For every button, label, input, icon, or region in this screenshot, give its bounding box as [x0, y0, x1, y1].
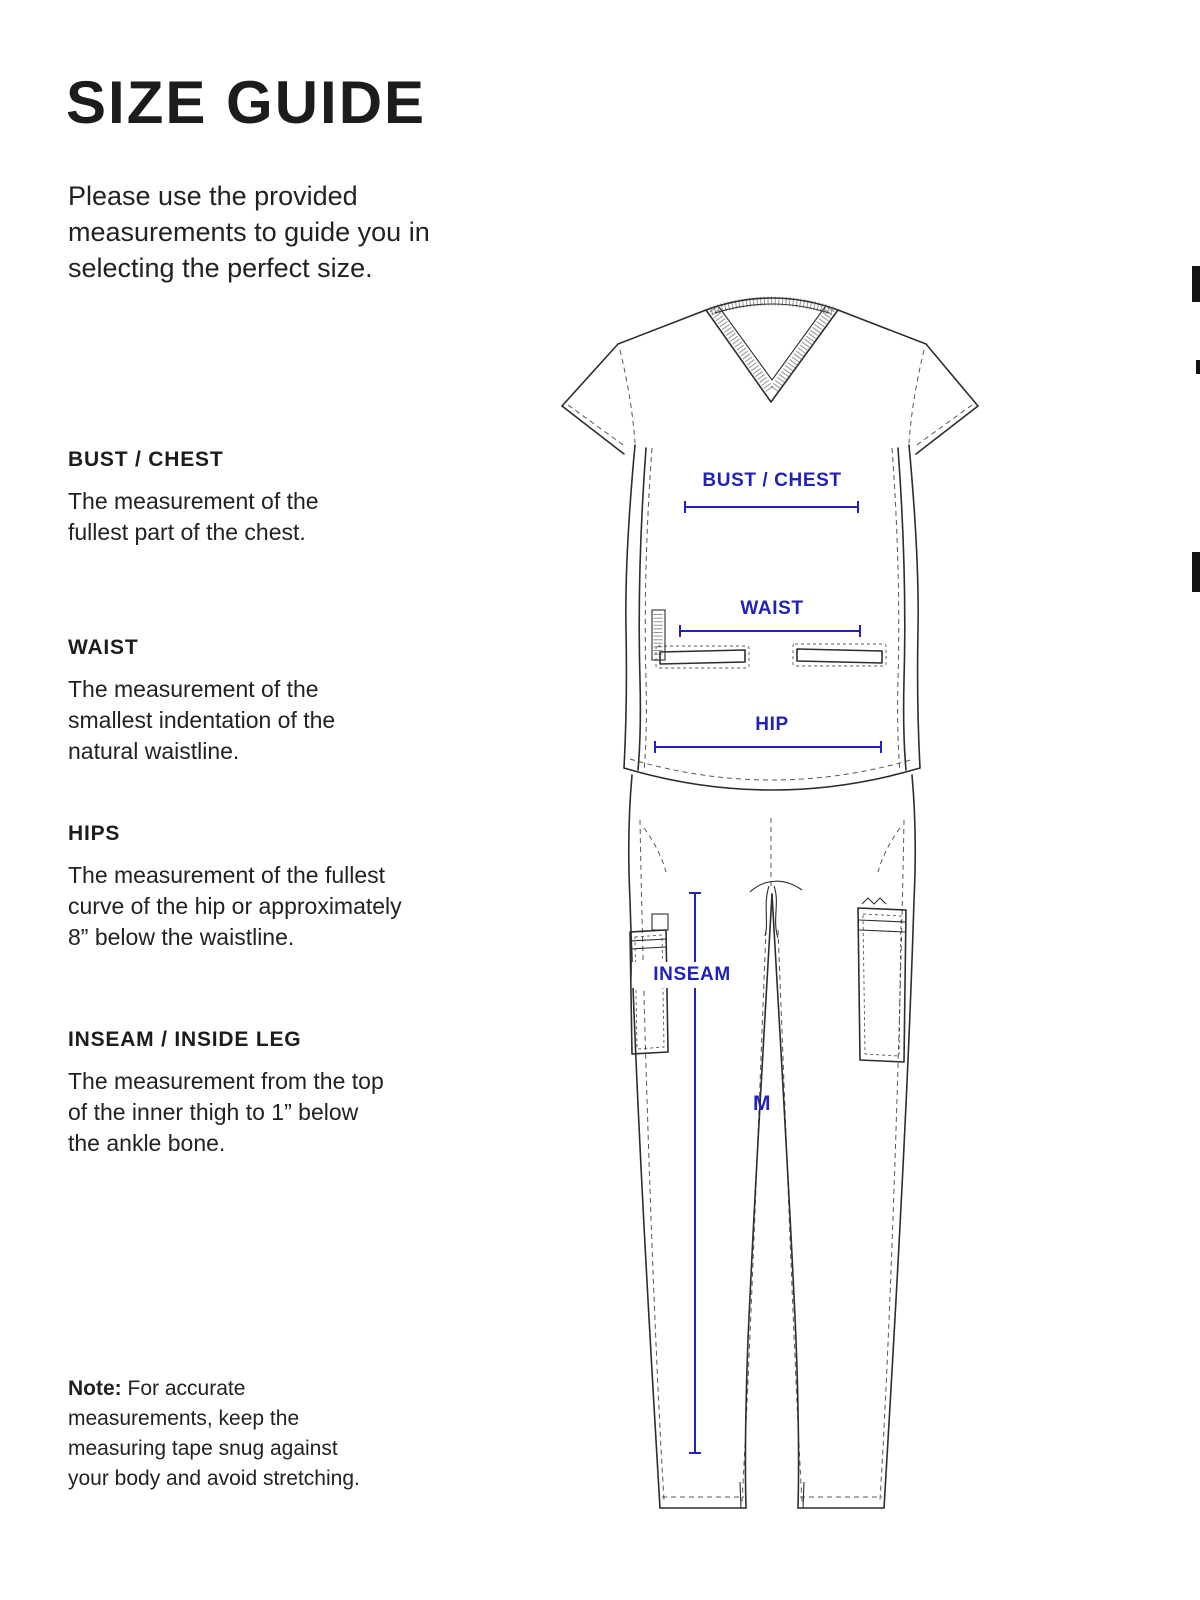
- section-bust-chest: [68, 448, 528, 548]
- edge-artifact: [1192, 552, 1200, 592]
- note-line: your body and avoid stretching.: [68, 1467, 360, 1490]
- intro-paragraph: [68, 178, 528, 286]
- waist-measure-label: WAIST: [740, 598, 804, 619]
- garment-diagram: [540, 280, 1000, 1520]
- intro-line: Please use the provided: [68, 181, 358, 211]
- section-body: The measurement from the top of the inner thigh to 1” below the ankle bone.: [68, 1068, 384, 1156]
- note-line: measurements, keep the: [68, 1407, 300, 1430]
- bust-measure-line: [685, 501, 858, 513]
- garment-illustration: [540, 280, 1000, 1520]
- section-heading: WAIST: [68, 636, 139, 659]
- section-inseam: [68, 1028, 528, 1159]
- section-body: The measurement of the smallest indentation of the natural waistline.: [68, 676, 336, 764]
- bust-measure-label: BUST / CHEST: [702, 470, 842, 491]
- note-line: measuring tape snug against: [68, 1437, 338, 1460]
- edge-artifact: [1196, 360, 1200, 374]
- note-label: Note:: [68, 1377, 122, 1400]
- page-title: SIZE GUIDE: [66, 69, 427, 136]
- note-line: For accurate: [127, 1377, 246, 1400]
- section-body: The measurement of the fullest curve of the hip or approximately 8” below the waistline.: [68, 862, 402, 950]
- edge-artifact: [1192, 266, 1200, 302]
- section-heading: INSEAM / INSIDE LEG: [68, 1028, 302, 1051]
- scrub-pants-illustration: [629, 775, 916, 1508]
- section-hips: [68, 822, 528, 953]
- hip-measure-label: HIP: [755, 714, 789, 735]
- section-heading: HIPS: [68, 822, 121, 845]
- section-waist: [68, 636, 528, 767]
- size-tag-label: M: [753, 1092, 772, 1115]
- intro-line: selecting the perfect size.: [68, 253, 373, 283]
- measurement-note: [68, 1374, 488, 1494]
- intro-line: measurements to guide you in: [68, 217, 430, 247]
- section-heading: BUST / CHEST: [68, 448, 224, 471]
- hip-measure-line: [655, 741, 881, 753]
- inseam-measure-label: INSEAM: [632, 962, 752, 988]
- section-body: The measurement of the fullest part of the chest.: [68, 488, 319, 545]
- waist-measure-line: [680, 625, 860, 637]
